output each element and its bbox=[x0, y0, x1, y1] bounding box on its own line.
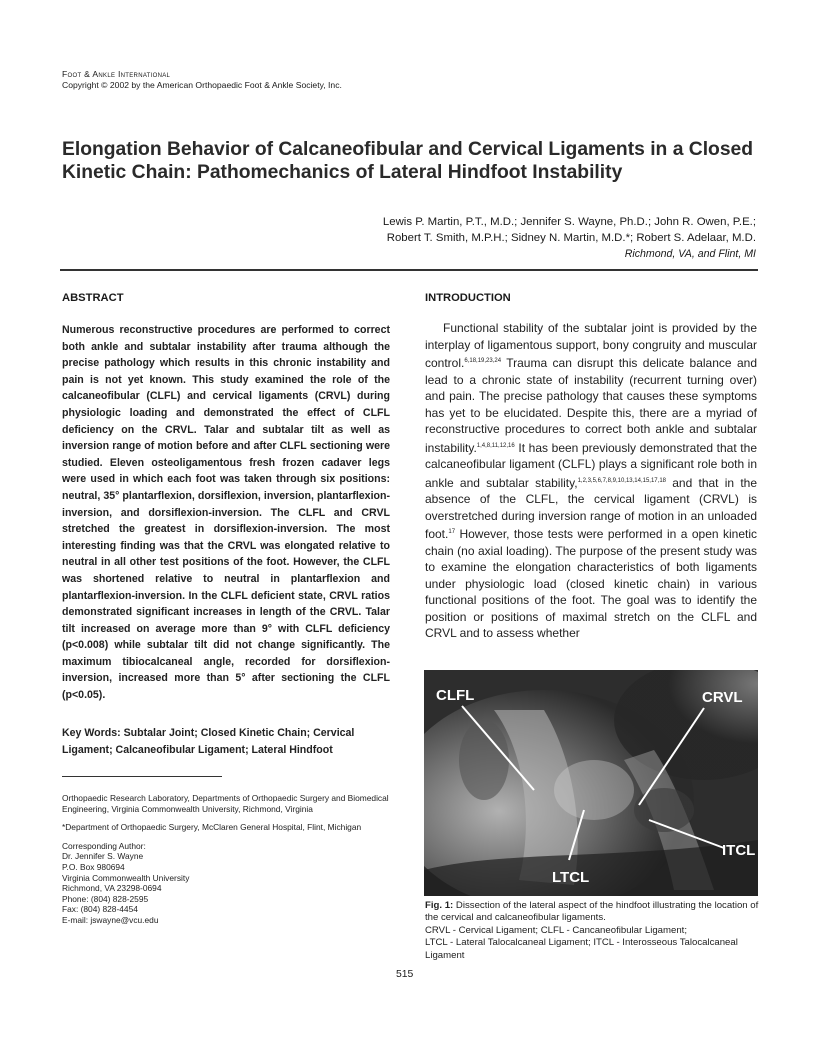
label-ltcl: LTCL bbox=[552, 869, 590, 886]
title-line-1: Elongation Behavior of Calcaneofibular and Cervical Ligaments in a Closed bbox=[62, 139, 754, 160]
caption-label: Fig. 1: bbox=[425, 900, 454, 911]
caption-line bbox=[425, 900, 759, 925]
affiliation-1: Orthopaedic Research Laboratory, Departments of Orthopaedic Surgery and Biomedical Engineering, Virginia Commonwealth University, Richmond, Virginia bbox=[62, 793, 389, 814]
corr-line: Corresponding Author: bbox=[62, 840, 146, 851]
author-location: Richmond, VA, and Flint, MI bbox=[624, 248, 756, 260]
footnote-divider bbox=[62, 776, 222, 777]
intro-text-segment: and that in the absence of the CLFL, the cervical ligament (CRVL) is overstretched during inversion range of motion in an unloaded foot. bbox=[425, 475, 758, 541]
intro-text-segment: However, those tests were performed in a open kinetic chain (no axial loading). The purpose of the present study was to examine the elongation characteristics of both ligaments under physiologic load (closed kinetic chain) in various functional positions of the foot. The goal was to identify the position or positions of maximal stretch on the CLFL and CRVL and to assess whether bbox=[425, 527, 757, 640]
corr-line: P.O. Box 980694 bbox=[62, 861, 125, 872]
corr-line: Virginia Commonwealth University bbox=[62, 872, 190, 883]
corresponding-author bbox=[62, 841, 390, 926]
figure-caption bbox=[425, 900, 759, 962]
introduction-body bbox=[425, 320, 757, 642]
header-divider bbox=[60, 269, 758, 271]
footnotes bbox=[62, 793, 390, 926]
corr-line: Richmond, VA 23298-0694 bbox=[62, 883, 162, 894]
abstract-body: Numerous reconstructive procedures are performed to correct both ankle and subtalar instability after trauma although the precise pathology which results in this chronic instability and pain is not yet known. This study examined the role of the calcaneofibular (CLFL) and cervical ligaments (CRVL) during physiologic loading and demonstrated the effect of CLFL deficiency on the CRVL. Talar and subtalar tilt as well as inversion range of motion before and after CLFL sectioning were studied. Eleven osteoligamentous fresh frozen cadaver legs were used in which each foot was taken through six positions: neutral, 35° plantarflexion, dorsiflexion, inversion, plantarflexion-inversion, and dorsiflexion-inversion. The CLFL and CRVL stretched the greatest in dorsiflexion-inversion. The most interesting finding was that the CRVL was elongated relative to neutral in all other test positions of the foot. However, the CLFL was shortened relative to neutral in plantarflexion and plantarflexion-inversion. In the CLFL deficient state, CRVL ratios demonstrated significant increases in length of the CRVL. Talar tilt increased on average more than 9° with CLFL deficiency (p<0.008) while subtalar tilt did not change significantly. The maximum tibiocalcaneal angle, recorded for dorsiflexion-inversion, increased more than 5° after sectioning the CLFL (p<0.05). bbox=[62, 324, 390, 702]
journal-header bbox=[62, 69, 342, 91]
affiliation-2: *Department of Orthopaedic Surgery, McClaren General Hospital, Flint, Michigan bbox=[62, 822, 362, 833]
label-clfl: CLFL bbox=[436, 687, 475, 704]
corr-line: Phone: (804) 828-2595 bbox=[62, 893, 149, 904]
intro-text-segment: It has been previously demonstrated that the calcaneofibular ligament (CLFL) plays a significant role both in ankle and subtalar stability, bbox=[425, 440, 757, 490]
journal-name: Foot & Ankle International bbox=[62, 69, 171, 79]
intro-paragraph bbox=[425, 320, 757, 642]
intro-text-segment: Functional stability of the subtalar joint is provided by the interplay of ligamentous support, bony congruity and muscular control. bbox=[425, 321, 757, 370]
caption-text: Dissection of the lateral aspect of the hindfoot illustrating the location of the cervical and calcaneofibular ligaments. bbox=[425, 900, 759, 924]
title-line-2: Kinetic Chain: Pathomechanics of Lateral Hindfoot Instability bbox=[62, 162, 623, 183]
citation: 17 bbox=[448, 529, 456, 535]
introduction-heading: INTRODUCTION bbox=[425, 292, 511, 304]
caption-line: CRVL - Cervical Ligament; CLFL - Cancaneofibular Ligament; bbox=[425, 924, 687, 936]
dissection-photo bbox=[424, 670, 758, 896]
corr-email: E-mail: jswayne@vcu.edu bbox=[62, 914, 159, 925]
corr-line: Dr. Jennifer S. Wayne bbox=[62, 851, 144, 862]
label-crvl: CRVL bbox=[702, 689, 743, 706]
article-title bbox=[62, 138, 762, 184]
author-block bbox=[383, 214, 756, 262]
authors-line-1: Lewis P. Martin, P.T., M.D.; Jennifer S. Wayne, Ph.D.; John R. Owen, P.E.; bbox=[382, 216, 756, 228]
page-number: 515 bbox=[396, 969, 414, 980]
citation: 1,2,3,5,6,7,8,9,10,13,14,15,17,18 bbox=[577, 477, 666, 484]
caption-line: LTCL - Lateral Talocalcaneal Ligament; ITCL - Interosseous Talocalcaneal Ligament bbox=[425, 937, 738, 961]
copyright-line: Copyright © 2002 by the American Orthopaedic Foot & Ankle Society, Inc. bbox=[62, 80, 342, 90]
abstract-heading: ABSTRACT bbox=[62, 292, 124, 304]
photo-illustration bbox=[424, 670, 758, 896]
keywords: Key Words: Subtalar Joint; Closed Kinetic Chain; Cervical Ligament; Calcaneofibular Ligament; Lateral Hindfoot bbox=[62, 727, 355, 756]
label-itcl: ITCL bbox=[722, 842, 756, 859]
citation: 1,4,8,11,12,16 bbox=[476, 442, 515, 449]
corr-line: Fax: (804) 828-4454 bbox=[62, 904, 138, 915]
intro-text-segment: Trauma can disrupt this delicate balance and lead to a chronic state of instability (recurrent turning over) and pain. The precise pathology that causes these symptoms has yet to be elucidated. Despite this, there are a myriad of reconstructive procedures to correct both ankle and subtalar instability. bbox=[425, 356, 757, 455]
authors-line-2: Robert T. Smith, M.P.H.; Sidney N. Martin, M.D.*; Robert S. Adelaar, M.D. bbox=[386, 232, 756, 244]
citation: 6,18,19,23,24 bbox=[464, 358, 502, 364]
